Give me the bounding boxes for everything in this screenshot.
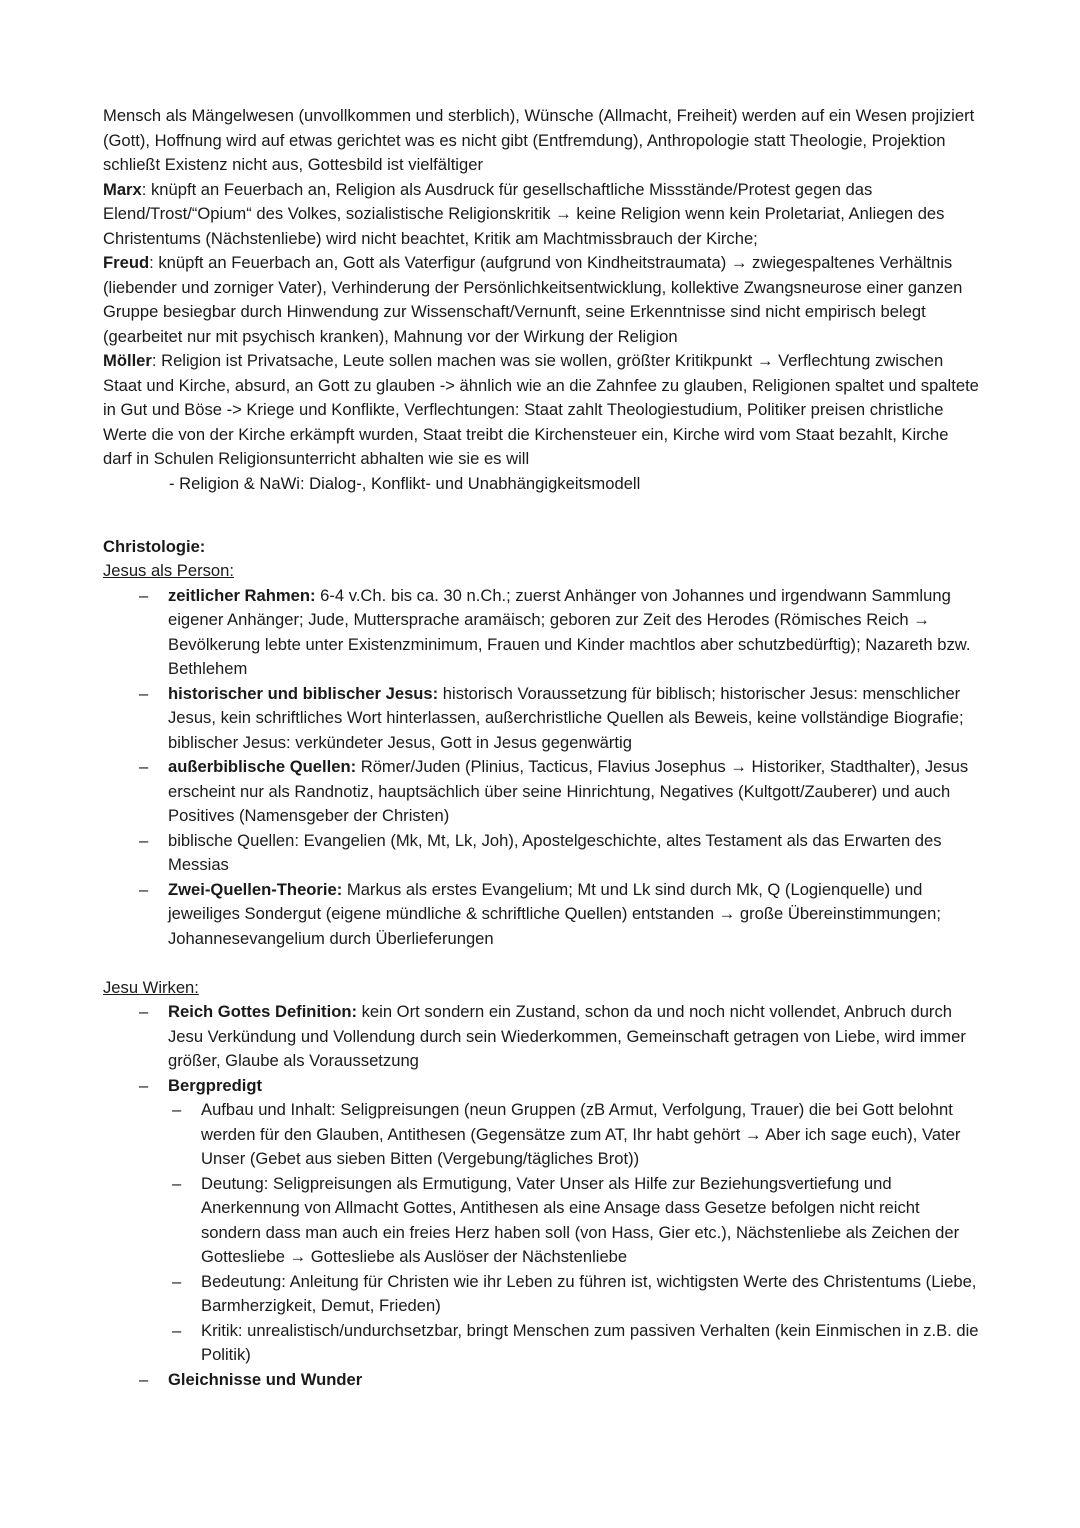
list-item — [103, 1368, 980, 1393]
item-term: außerbiblische Quellen: — [168, 757, 357, 776]
list-item — [103, 1074, 980, 1368]
section-heading-christologie: Christologie: — [103, 536, 206, 556]
bergpredigt-title: Bergpredigt — [168, 1075, 263, 1095]
nawi-line: - Religion & NaWi: Dialog-, Konflikt- und Unabhängigkeitsmodell — [169, 473, 641, 493]
sub-list-item: – Aufbau und Inhalt: Seligpreisungen (neun Gruppen (zB Armut, Verfolgung, Trauer) die bei Gott belohnt werden für den Glauben, Antithesen (Gegensätze zum AT, Ihr habt gehört → Aber ich sage euch), Vater Unser (Gebet aus sieben Bitten (Vergebung/tägliches Brot)) — [168, 1098, 980, 1172]
list-item — [103, 1000, 980, 1074]
marx-paragraph — [103, 178, 980, 252]
item-text: Römer/Juden (Plinius, Tacticus, Flavius Josephus → Historiker, Stadthalter), Jesus erscheint nur als Randnotiz, hauptsächlich über seine Hinrichtung, Negatives (Kultgott/Zauberer) und auch Positives (Namensgeber der Christen) — [168, 757, 969, 825]
spacer — [103, 951, 980, 976]
subheading-jesu-wirken: Jesu Wirken: — [103, 977, 199, 997]
item-term: Reich Gottes Definition: — [168, 1002, 357, 1021]
bergpredigt-sublist — [168, 1098, 980, 1368]
list-item — [103, 755, 980, 829]
subheading-jesus-als-person: Jesus als Person: — [103, 561, 234, 580]
item-term: Zwei-Quellen-Theorie: — [168, 879, 343, 899]
sub-list-item: – Kritik: unrealistisch/undurchsetzbar, bringt Menschen zum passiven Verhalten (kein Einmischen in z.B. die Politik) — [168, 1319, 980, 1368]
person-list — [103, 584, 980, 952]
sub-list-item: – Deutung: Seligpreisungen als Ermutigung, Vater Unser als Hilfe zur Beziehungsvertiefung und Anerkennung von Allmacht Gottes, Antithesen als eine Ansage dass Gesetze befolgen nicht reicht sondern dass man auch ein freies Herz haben soll (von Hass, Gier etc.), Nächstenliebe als Zeichen der Gottesliebe → Gottesliebe als Auslöser der Nächstenliebe — [168, 1172, 980, 1270]
item-text: kein Ort sondern ein Zustand, schon da und noch nicht vollendet, Anbruch durch Jesu Verkündung und Vollendung durch sein Wiederkommen, Gemeinschaft getragen von Liebe, wird immer größer, Glaube als Voraussetzung — [168, 1002, 966, 1070]
spacer — [103, 496, 980, 521]
item-text: biblische Quellen: Evangelien (Mk, Mt, Lk, Joh), Apostelgeschichte, altes Testament als das Erwarten des Messias — [168, 830, 942, 874]
marx-name: Marx — [103, 179, 142, 199]
list-item — [103, 682, 980, 756]
sub-list-item: – Bedeutung: Anleitung für Christen wie ihr Leben zu führen ist, wichtigsten Werte des Christentums (Liebe, Barmherzigkeit, Demut, Frieden) — [168, 1270, 980, 1319]
item-text: Markus als erstes Evangelium; Mt und Lk sind durch Mk, Q (Logienquelle) und jeweiliges Sondergut (eigene mündliche & schriftliche Quellen) entstanden → große Übereinstimmungen; Johannesevangelium durch Überlieferungen — [168, 879, 941, 948]
freud-name: Freud — [103, 253, 150, 272]
marx-text: : knüpft an Feuerbach an, Religion als Ausdruck für gesellschaftliche Missstände/Protest gegen das Elend/Trost/“Opium“ des Volkes, sozialistische Religionskritik → keine Religion wenn kein Proletariat, Anliegen des Christentums (Nächstenliebe) wird nicht beachtet, Kritik am Machtmissbrauch der Kirche; — [103, 179, 945, 248]
spacer — [103, 521, 980, 535]
item-text: 6-4 v.Ch. bis ca. 30 n.Ch.; zuerst Anhänger von Johannes und irgendwann Sammlung eigener Anhänger; Jude, Muttersprache aramäisch; geboren zur Zeit des Herodes (Römisches Reich → Bevölkerung lebte unter Existenzminimum, Frauen und Kinder machtlos aber schutzbedürftig); Nazareth bzw. Bethlehem — [168, 585, 971, 678]
moeller-name: Möller — [103, 351, 152, 370]
freud-text: : knüpft an Feuerbach an, Gott als Vaterfigur (aufgrund von Kindheitstraumata) → zwiegespaltenes Verhältnis (liebender und zorniger Vater), Verhinderung der Persönlichkeitsentwicklung, kollektive Zwangsneurose einer ganzen Gruppe besiegbar durch Hinwendung zur Wissenschaft/Vernunft, seine Erkenntnisse sind nicht empirisch belegt (gearbeitet nur mit psychisch kranken), Mahnung vor der Wirkung der Religion — [103, 253, 963, 346]
item-text: historisch Voraussetzung für biblisch; historischer Jesus: menschlicher Jesus, kein schriftliches Wort hinterlassen, außerchristliche Quellen als Beweis, keine vollständige Biografie; biblischer Jesus: verkündeter Jesus, Gott in Jesus gegenwärtig — [168, 683, 964, 752]
freud-paragraph — [103, 251, 980, 349]
gleichnisse-title: Gleichnisse und Wunder — [168, 1369, 363, 1389]
list-item — [103, 584, 980, 682]
item-term: zeitlicher Rahmen: — [168, 585, 316, 605]
feuerbach-paragraph: Mensch als Mängelwesen (unvollkommen und sterblich), Wünsche (Allmacht, Freiheit) werden auf ein Wesen projiziert (Gott), Hoffnung wird auf etwas gerichtet was es nicht gibt (Entfremdung), Anthropologie statt Theologie, Projektion schließt Existenz nicht aus, Gottesbild ist vielfältiger — [103, 106, 975, 174]
wirken-list — [103, 1000, 980, 1392]
list-item — [103, 878, 980, 952]
item-term: historischer und biblischer Jesus: — [168, 683, 439, 703]
list-item — [103, 829, 980, 878]
moeller-paragraph — [103, 349, 980, 472]
moeller-text: : Religion ist Privatsache, Leute sollen machen was sie wollen, größter Kritikpunkt → Verflechtung zwischen Staat und Kirche, absurd, an Gott zu glauben -> ähnlich wie an die Zahnfee zu glauben, Religionen spaltet und spaltete in Gut und Böse -> Kriege und Konflikte, Verflechtungen: Staat zahlt Theologiestudium, Politiker preisen christliche Werte die von der Kirche erkämpft wurden, Staat treibt die Kirchensteuer ein, Kirche wird vom Staat bezahlt, Kirche darf in Schulen Religionsunterricht abhalten wie sie es will — [103, 351, 979, 468]
